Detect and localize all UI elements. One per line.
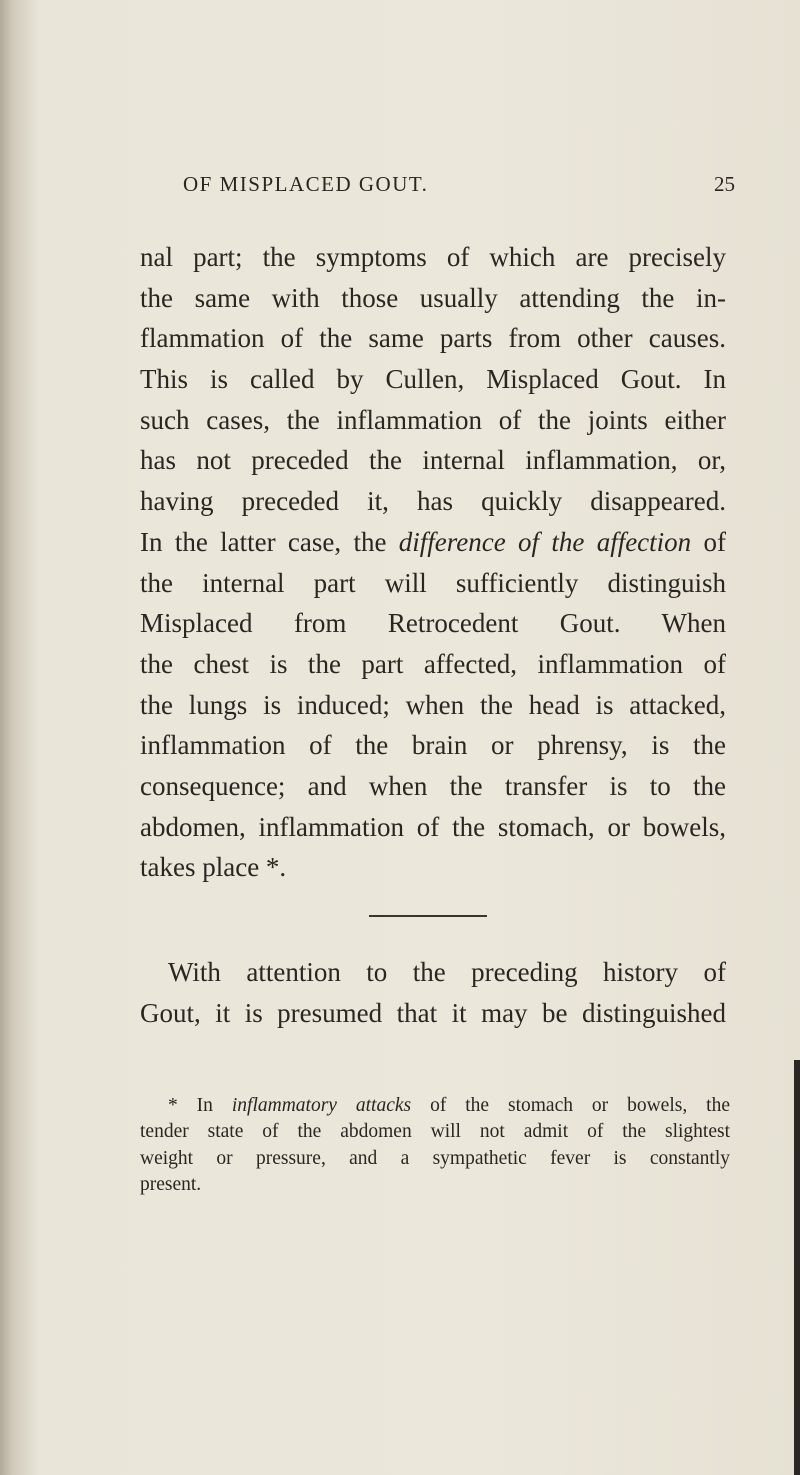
running-title: OF MISPLACED GOUT.	[183, 172, 429, 196]
footnote-line	[140, 1093, 730, 1119]
text-line: This is called by Cullen, Misplaced Gout. In	[140, 364, 726, 395]
paragraph-2	[140, 952, 726, 1033]
text-line: Gout, it is presumed that it may be distinguished	[140, 997, 726, 1028]
text-line: the same with those usually attending the in-	[140, 282, 726, 313]
footnote-italic-phrase: inflammatory attacks	[231, 1095, 412, 1116]
text-segment: of	[703, 526, 726, 557]
footnote-line: weight or pressure, and a sympathetic fever is constantly	[140, 1147, 730, 1169]
footnote-line: present.	[140, 1173, 202, 1195]
text-line: flammation of the same parts from other causes.	[140, 323, 726, 354]
text-line: takes place *.	[140, 852, 287, 883]
text-line: inflammation of the brain or phrensy, is the	[140, 730, 726, 761]
text-line: the chest is the part affected, inflammation of	[140, 648, 726, 679]
binding-gutter-shadow	[0, 0, 40, 1475]
text-line: abdomen, inflammation of the stomach, or bowels,	[140, 811, 726, 842]
footnote-marker: * In	[168, 1095, 213, 1116]
italic-phrase: difference of the affection	[398, 526, 692, 557]
text-line: the internal part will sufficiently distinguish	[140, 567, 726, 598]
text-line: has not preceded the internal inflammation, or,	[140, 445, 726, 476]
section-divider	[369, 915, 487, 917]
text-line: nal part; the symptoms of which are precisely	[140, 242, 726, 272]
text-line: consequence; and when the transfer is to the	[140, 770, 726, 801]
text-segment: In the latter case, the	[140, 526, 387, 557]
paragraph-1	[140, 237, 726, 888]
text-segment: of the stomach or bowels, the	[430, 1095, 730, 1116]
page-header	[183, 172, 743, 202]
text-line-with-emphasis	[140, 522, 726, 563]
text-line: having preceded it, has quickly disappeared.	[140, 486, 726, 517]
text-line: Misplaced from Retrocedent Gout. When	[140, 608, 726, 639]
page-number: 25	[714, 172, 735, 196]
footnote-line: tender state of the abdomen will not admit of the slightest	[140, 1121, 730, 1143]
text-line: With attention to the preceding history of	[168, 957, 726, 987]
footnote	[140, 1093, 730, 1198]
text-line: the lungs is induced; when the head is attacked,	[140, 689, 726, 720]
text-line: such cases, the inflammation of the joints either	[140, 404, 726, 435]
page-edge-shadow	[794, 1060, 800, 1475]
